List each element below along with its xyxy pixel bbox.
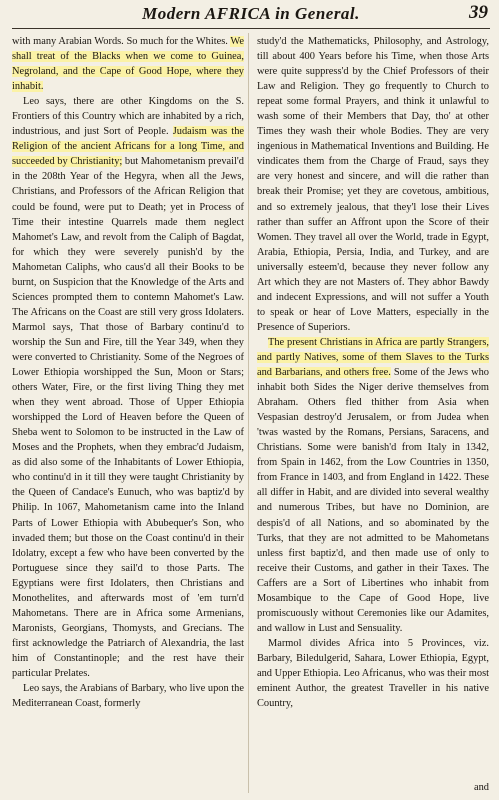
highlighted-passage: We shall treat of the Blacks when we come to Guinea, Negroland, and the Cape of Good Hope, where they inhabit. — [12, 36, 244, 93]
header-rule — [12, 28, 490, 29]
highlighted-passage: Judaism was the Religion of the ancient Africans for a long Time, and succeeded by Christianity; — [12, 126, 245, 168]
running-title: Modern AFRICA in General. — [142, 4, 360, 23]
right-p2-rest: Some of the Jews who inhabit both Sides the Niger derive themselves from Abraham. Others fled thither from Asia when Vespasian destroy'd Jerusalem, or from Judea when 'twas wasted by the Romans, Persians, Saracens, and Christians. Some were banish'd from Italy in 1342, from Spain in 1462, from the Low Countries in 1350, from France in 1403, and from England in 1422. These all differ in Habit, and are divided into several wealthy and numerous Tribes, but have no Dominion, are despis'd of all Nations, and so abominated by the Turks, that they are not admitted to be Mahometans unless first baptiz'd, and then made use of only to receive their Customs, and gather in their Taxes. The Caffers are a Sort of Libertines who inhabit from Mosambique to the Cape of Good Hope, live promiscuously without Ceremonies like our Adamites, and wallow in Lust and Sensuality. — [257, 367, 489, 634]
right-column — [257, 34, 489, 711]
right-paragraph-2 — [257, 335, 489, 636]
catchword: and — [473, 782, 489, 793]
right-paragraph-3 — [257, 636, 489, 711]
left-paragraph-2 — [12, 94, 244, 681]
highlighted-passage: The present Christians in Africa are partly Strangers, and partly Natives, some of them Slaves to the Turks and Barbarians, and others free. — [257, 336, 489, 379]
right-paragraph-1 — [257, 34, 489, 335]
right-p3-text: Marmol divides Africa into 5 Provinces, viz. Barbary, Biledulgerid, Sahara, Lower Ethiopia, Egypt, and Upper Ethiopia. Leo Africanus, who was their most eminent Author, the greatest Traveller in his native Country, — [257, 637, 490, 710]
left-paragraph-3 — [12, 681, 244, 711]
right-p1-text: study'd the Mathematicks, Philosophy, and Astrology, till about 400 Years before his Time, when those Arts were quite suppress'd by the Chief Professors of their Law and Religion. They go frequently to Church to repeat some formal Prayers, and think it unlawful to wash some of their Members that Day, tho' at other Times they wash their whole Bodies. They are very ingenious in Mathematical Inventions and Building. He vindicates them from the Charge of Fraud, says they are very honest and sincere, and will die rather than break their Promise; yet they are covetous, ambitious, and so extremely jealous, that they'l lose their Lives rather than suffer an Affront upon the Score of their Women. They travel all over the World, trade in Egypt, Arabia, Ethiopia, Persia, India, and Turkey, and are universally esteem'd, because they never follow any Art which they are not Masters of. They abhor Bawdy and indecent Expressions, and will not suffer a Youth to speak or hear of Love Matters, especially in the Presence of Superiors. — [257, 36, 489, 333]
left-column — [12, 34, 244, 711]
left-p2-text: Leo says, there are other Kingdoms on the S. Frontiers of this Country which are inhabited by a rich, industrious, and just Sort of People. — [12, 96, 244, 138]
left-paragraph-1 — [12, 34, 244, 94]
left-p3-text: Leo says, the Arabians of Barbary, who live upon the Mediterranean Coast, formerly — [12, 683, 244, 710]
left-p2-rest: but Mahometanism prevail'd in the 208th Year of the Hegyra, when all the Jews, Christians, and Professors of the African Religion that could be found, were put to Death; yet in Process of Time their intestine Quarrels made them neglect Mahomet's Law, and revolt from the Caliph of Bagdat, for which they were severely punish'd by the Mahometan Caliphs, who caus'd all their Books to be burnt, on Suspicion that the Knowledge of the Arts and Sciences prompted them to contemn Mahomet's Law. The Africans on the Coast are still very gross Idolaters. Marmol says, That those of Barbary continu'd to worship the Sun and Fire, till the Year 349, when they were converted to Christianity. Some of the Negroes of Lower Ethiopia worshipped the Sun, Moon or Stars; others Water, Fire, or the first living Thing they met when they went abroad. Those of Upper Ethiopia worshipped the Lord of Heaven before the Queen of Sheba went to Solomon to be instructed in the Law of Moses and the Prophets, when they embrac'd Judaism, as did also some of the Inhabitants of Lower Ethiopia, who continu'd in it till they were taught Christianity by the Queen of Candace's Eunuch, who was baptiz'd by Philip. In 1067, Mahometanism came into the Inland Parts of Lower Ethiopia with Abubequer's Son, who invaded them; but those on the Coast continu'd in their Idolatry, except a few who have been converted by the Portuguese since they sail'd to those Parts. The Egyptians were first Idolaters, then Christians and Monothelites, and afterwards most of 'em turn'd Mahometans. There are in Africa some Armenians, Maronists, Georgians, Thomysts, and Grecians. The first acknowledge the Patriarch of Alexandria, the last him of Constantinople; and the rest have their particular Prelates. — [12, 156, 244, 679]
page-header — [12, 2, 490, 28]
page-number: 39 — [469, 2, 488, 23]
column-divider — [248, 33, 249, 793]
left-p1-text: with many Arabian Words. So much for the Whites. — [12, 36, 228, 47]
